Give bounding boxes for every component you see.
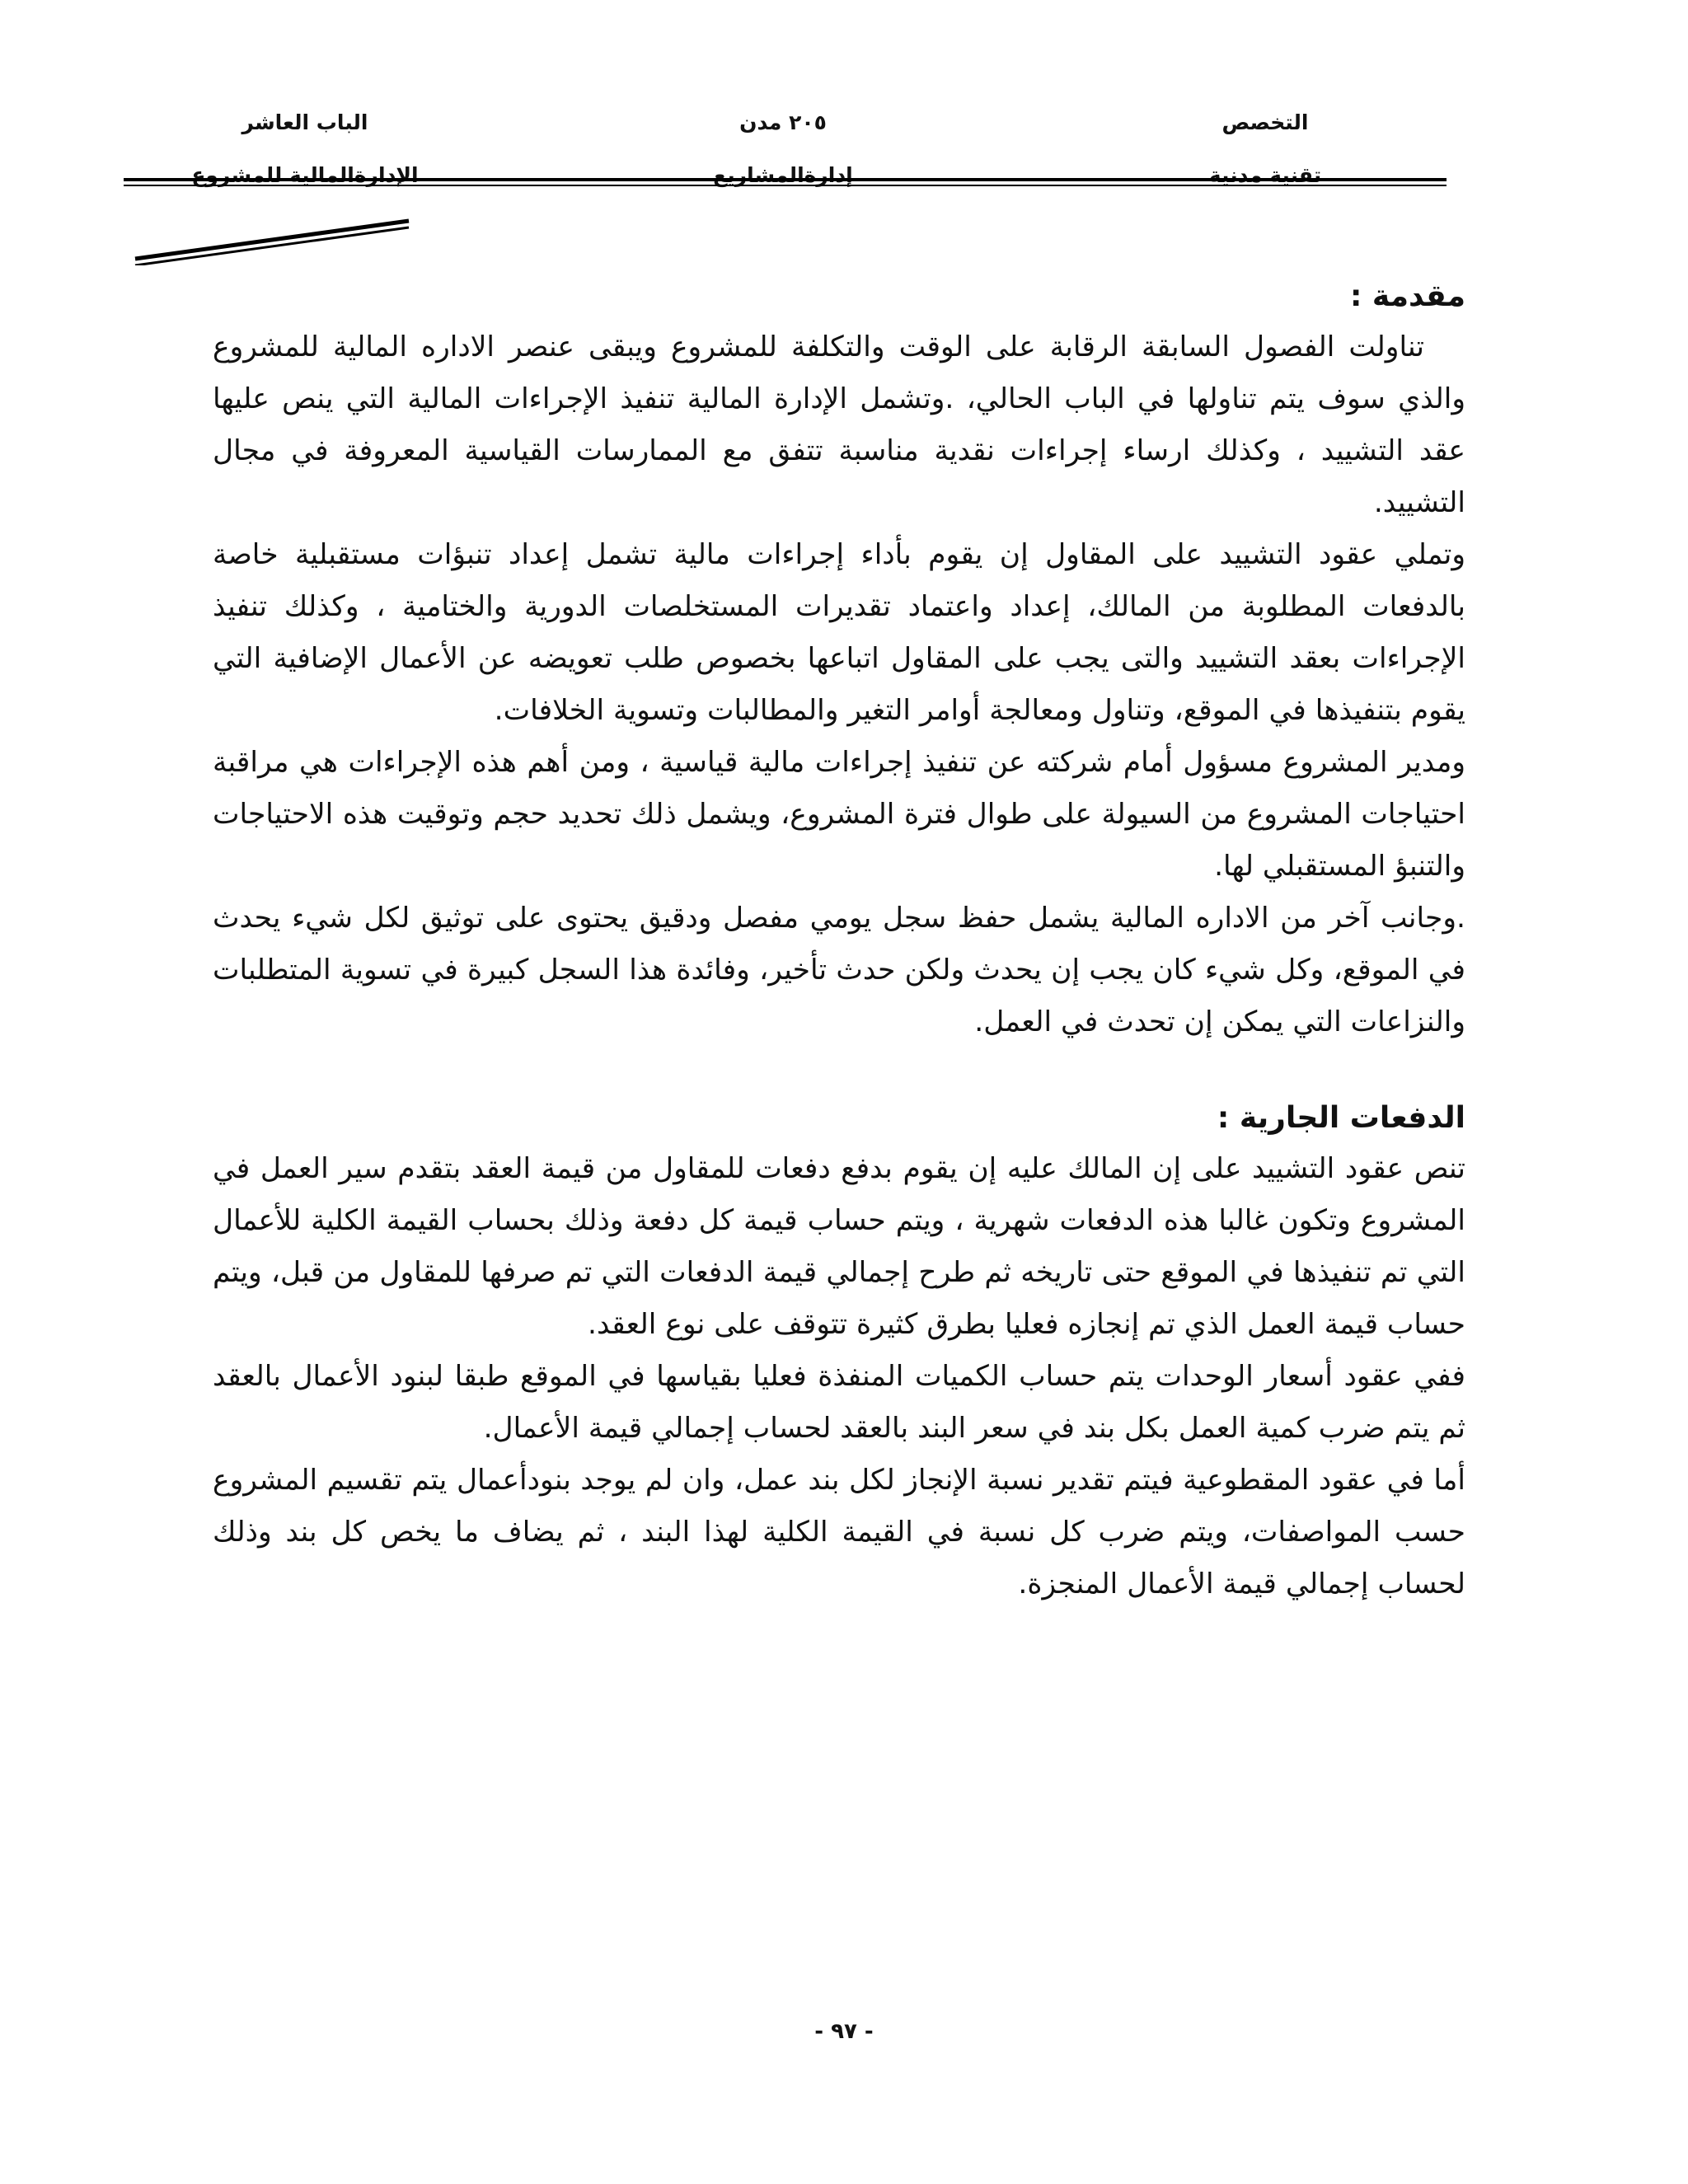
header-chapter-title: الإدارةالمالية للمشروع xyxy=(191,163,419,187)
paragraph: تنص عقود التشييد على إن المالك عليه إن يقوم بدفع دفعات للمقاول من قيمة العقد بتقدم سير العمل في المشروع وتكون غالبا هذه الدفعات شهرية ، ويتم حساب قيمة كل دفعة وذلك بحساب القيمة الكلية للأعمال التي تم تنفيذها في الموقع حتى تاريخه ثم طرح إجمالي قيمة الدفعات التي تم صرفها للمقاول من قبل، ويتم حساب قيمة العمل الذي تم إنجازه فعليا بطرق كثيرة تتوقف على نوع العقد. xyxy=(213,1152,1465,1341)
section-introduction xyxy=(213,272,1465,1048)
paragraph: ففي عقود أسعار الوحدات يتم حساب الكميات المنفذة فعليا بقياسها في الموقع طبقا لبنود الأعمال بالعقد ثم يتم ضرب كمية العمل بكل بند في سعر البند بالعقد لحساب إجمالي قيمة الأعمال. xyxy=(213,1360,1465,1445)
header-specialization-label: التخصص xyxy=(1221,110,1309,134)
paragraph: .وجانب آخر من الاداره المالية يشمل حفظ سجل يومي مفصل ودقيق يحتوى على توثيق لكل شيء يحدث في الموقع، وكل شيء كان يجب إن يحدث ولكن حدث تأخير، وفائدة هذا السجل كبيرة في تسوية المتطلبات والنزاعات التي يمكن إن تحدث في العمل. xyxy=(213,902,1465,1038)
header-divider xyxy=(124,178,1447,181)
header-specialization xyxy=(1142,99,1389,190)
page-number: - ٩٧ - xyxy=(814,2019,874,2044)
header-chapter-number: الباب العاشر xyxy=(241,110,368,134)
decorative-slash-lines xyxy=(132,216,412,265)
header-course xyxy=(585,99,981,190)
paragraph: وتملي عقود التشييد على المقاول إن يقوم بأداء إجراءات مالية تشمل إعداد تنبؤات مستقبلية خاصة بالدفعات المطلوبة من المالك، إعداد واعتماد تقديرات المستخلصات الدورية والختامية ، وكذلك تنفيذ الإجراءات بعقد التشييد والتى يجب على المقاول اتباعها بخصوص طلب تعويضه عن الأعمال الإضافية التي يقوم بتنفيذها في الموقع، وتناول ومعالجة أوامر التغير والمطالبات وتسوية الخلافات. xyxy=(213,538,1465,727)
header-course-name: إدارةالمشاريع xyxy=(713,163,853,187)
section-heading-running-payments: الدفعات الجارية : xyxy=(1217,1101,1465,1135)
header-specialization-value: تقنية مدنية xyxy=(1208,163,1322,187)
header-divider-thin xyxy=(124,185,1447,186)
document-body xyxy=(213,272,1465,1610)
paragraph: أما في عقود المقطوعية فيتم تقدير نسبة الإنجاز لكل بند عمل، وان لم يوجد بنودأعمال يتم تقسيم المشروع حسب المواصفات، ويتم ضرب كل نسبة في القيمة الكلية لهذا البند ، ثم يضاف ما يخص كل بند وذلك لحساب إجمالي قيمة الأعمال المنجزة. xyxy=(213,1464,1465,1601)
section-heading-introduction: مقدمة : xyxy=(1349,279,1465,313)
section-running-payments xyxy=(213,1094,1465,1610)
section-spacer xyxy=(213,1048,1465,1094)
paragraph: ومدير المشروع مسؤول أمام شركته عن تنفيذ إجراءات مالية قياسية ، ومن أهم هذه الإجراءات هي مراقبة احتياجات المشروع من السيولة على طوال فترة المشروع، ويشمل ذلك تحديد حجم وتوقيت هذه الاحتياجات والتنبؤ المستقبلي لها. xyxy=(213,746,1465,883)
page-header xyxy=(124,99,1447,198)
header-chapter xyxy=(148,99,462,190)
paragraph: تناولت الفصول السابقة الرقابة على الوقت والتكلفة للمشروع ويبقى عنصر الاداره المالية للمشروع والذي سوف يتم تناولها في الباب الحالي، .وتشمل الإدارة المالية تنفيذ الإجراءات المالية التي ينص عليها عقد التشييد ، وكذلك ارساء إجراءات نقدية مناسبة تتفق مع الممارسات القياسية المعروفة في مجال التشييد. xyxy=(213,330,1465,519)
header-course-code: ٢٠٥ مدن xyxy=(739,110,827,134)
